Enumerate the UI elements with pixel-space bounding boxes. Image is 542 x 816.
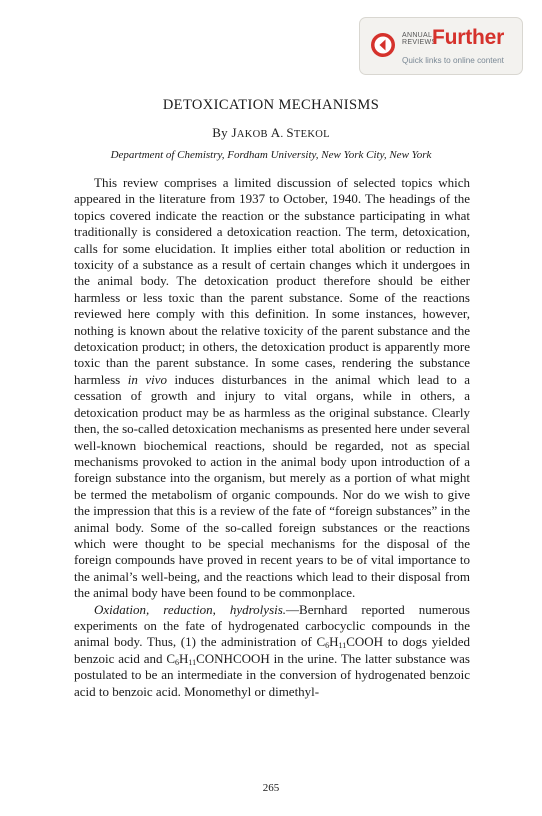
brand-line1: ANNUAL [402, 32, 433, 39]
subscript: 6 [325, 641, 330, 651]
intro-text-part1: This review comprises a limited discussion of selected topics which appeared in the literature from 1937 to October, 1940. The headings of the topics covered indicate the reaction or the substance participating in what traditionally is considered a detoxication reaction. The term, detoxication, calls for some elucidation. It implies either total abolition or reduction in toxicity of a substance as a result of certain changes which it undergoes in the animal body. The detoxication product therefore should be either harmless or less toxic than the parent substance. Some of the reactions reviewed here comply with this definition. In some instances, however, nothing is known about the relative toxicity of the parent substance and the detoxication product; in others, the detoxication product is apparently more toxic than the parent substance. In some cases, rendering the substance harmless [74, 175, 470, 387]
subscript: 11 [338, 641, 347, 651]
page-number: 265 [262, 782, 280, 794]
further-label: Further [432, 26, 505, 49]
brand-line2: REVIEWS [402, 39, 437, 46]
article-author [0, 125, 542, 141]
in-vivo-term: in vivo [127, 371, 168, 387]
article-title: DETOXICATION MECHANISMS [162, 97, 380, 113]
oxidation-text-4: H [179, 650, 189, 666]
subscript: 6 [175, 657, 180, 667]
author-name: JAKOB A. STEKOL [231, 125, 330, 140]
further-banner[interactable] [359, 17, 523, 75]
author-prefix: By [212, 125, 228, 140]
section-heading-oxidation: Oxidation, reduction, hydrolysis. [94, 601, 287, 617]
article-body [74, 175, 470, 700]
quick-links-label[interactable]: Quick links to online content [402, 56, 504, 65]
oxidation-text-5: CONHCOOH in the urine. The latter substance was postulated to be an intermediate in the conversion of hydrogenated benzoic acid to benzoic acid. Monomethyl or dimethyl- [74, 650, 470, 699]
subscript: 11 [188, 657, 197, 667]
oxidation-text-1: —Bernhard reported numerous experiments on the fate of hydrogenated carbocyclic compounds in the animal body. Thus, (1) the administration of C [74, 601, 470, 650]
oxidation-text-3: COOH to dogs yielded benzoic acid and C [74, 634, 470, 666]
author-affiliation: Department of Chemistry, Fordham University, New York City, New York [110, 149, 432, 161]
intro-text-part2: induces disturbances in the animal which lead to a cessation of growth and injury to vital organs, while in others, a detoxication product may be as harmless as the original substance. Clearly then, the so-called detoxication mechanisms as presented here under several well-known biochemical reactions, should be regarded, not as special mechanisms provoked to action in the animal body upon introduction of a foreign substance into the organism, but merely as a portion of what might be termed the metabolism of organic compounds. Nor do we wish to give the impression that this is a review of the fate of “foreign substances” in the animal body. Some of the so-called foreign substances or the reactions which were thought to be special mechanisms for the disposal of the foreign compounds have proved in recent years to be of vital importance to the animal’s well-being, and the reactions which lead to their disposal from the animal body have been found to be commonplace. [74, 371, 470, 601]
oxidation-text-2: H [329, 634, 339, 650]
paragraph-oxidation [74, 602, 470, 700]
further-arrow-icon [370, 32, 396, 58]
paragraph-intro [74, 175, 470, 602]
